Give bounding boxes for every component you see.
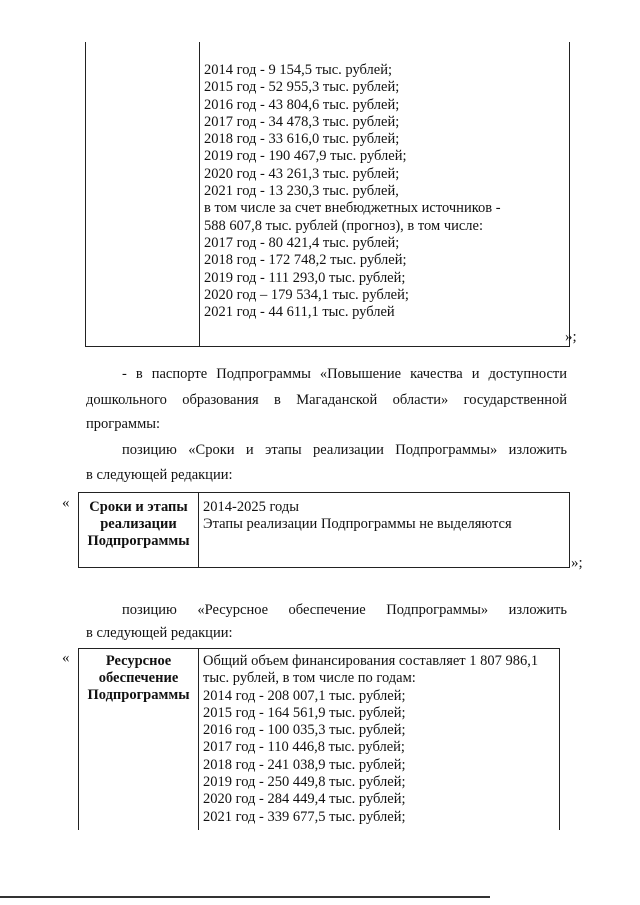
resources-line: Общий объем финансирования составляет 1 807 986,1	[203, 653, 539, 669]
financing-line: 2017 год - 80 421,4 тыс. рублей;	[204, 234, 400, 251]
terms-lines	[203, 499, 512, 534]
table-left-cell	[86, 42, 200, 346]
paragraph-line: - в паспорте Подпрограммы «Повышение качества и доступности	[122, 366, 567, 382]
head-line: Ресурсное	[105, 653, 172, 669]
resources-line: 2019 год - 250 449,8 тыс. рублей;	[203, 774, 406, 791]
financing-line: 2019 год - 190 467,9 тыс. рублей;	[204, 148, 407, 165]
financing-line: 2016 год - 43 804,6 тыс. рублей;	[204, 96, 400, 113]
financing-line: 2019 год - 111 293,0 тыс. рублей;	[204, 269, 406, 286]
bottom-rule	[0, 896, 490, 898]
resources-line: тыс. рублей, в том числе по годам:	[203, 670, 416, 687]
financing-line: 2020 год – 179 534,1 тыс. рублей;	[204, 286, 409, 303]
resources-head-cell	[79, 649, 199, 830]
financing-line: 588 607,8 тыс. рублей (прогноз), в том числе:	[204, 217, 484, 234]
resources-lines	[203, 653, 538, 826]
resources-line: 2016 год - 100 035,3 тыс. рублей;	[203, 722, 406, 739]
financing-line: 2014 год - 9 154,5 тыс. рублей;	[204, 62, 392, 78]
financing-line: в том числе за счет внебюджетных источников -	[204, 200, 501, 217]
financing-table-continuation	[85, 42, 570, 347]
terms-table	[78, 492, 570, 568]
table3-open-quote: «	[62, 650, 70, 666]
head-line: Подпрограммы	[87, 533, 190, 549]
resources-line: 2015 год - 164 561,9 тыс. рублей;	[203, 704, 406, 721]
terms-line: 2014-2025 годы	[203, 499, 299, 515]
financing-line: 2020 год - 43 261,3 тыс. рублей;	[204, 165, 400, 182]
table1-closing-quote: »;	[565, 329, 577, 345]
paragraph-line: программы:	[86, 416, 161, 432]
table2-open-quote: «	[62, 495, 70, 511]
financing-line: 2018 год - 33 616,0 тыс. рублей;	[204, 131, 400, 148]
resources-table	[78, 648, 560, 830]
resources-line: 2017 год - 110 446,8 тыс. рублей;	[203, 739, 405, 756]
head-line: реализации	[100, 516, 177, 532]
paragraph-line: позицию «Ресурсное обеспечение Подпрограммы» изложить	[122, 602, 567, 618]
resources-line: 2021 год - 339 677,5 тыс. рублей;	[203, 808, 406, 825]
financing-line: 2017 год - 34 478,3 тыс. рублей;	[204, 113, 400, 130]
paragraph-line: позицию «Сроки и этапы реализации Подпрограммы» изложить	[122, 442, 567, 458]
resources-head-text	[79, 653, 198, 704]
table2-closing-quote: »;	[571, 555, 583, 571]
resources-line: 2014 год - 208 007,1 тыс. рублей;	[203, 687, 406, 704]
financing-line: 2015 год - 52 955,3 тыс. рублей;	[204, 79, 400, 96]
financing-line: 2021 год - 44 611,1 тыс. рублей	[204, 304, 395, 321]
terms-head-text	[79, 499, 198, 550]
terms-line: Этапы реализации Подпрограммы не выделяются	[203, 516, 512, 533]
resources-line: 2018 год - 241 038,9 тыс. рублей;	[203, 756, 406, 773]
paragraph-line: в следующей редакции:	[86, 625, 233, 641]
financing-line: 2018 год - 172 748,2 тыс. рублей;	[204, 252, 407, 269]
paragraph-line: дошкольного образования в Магаданской области» государственной	[86, 392, 567, 408]
head-line: обеспечение	[98, 670, 179, 686]
financing-line: 2021 год - 13 230,3 тыс. рублей,	[204, 183, 399, 200]
head-line: Подпрограммы	[87, 687, 190, 703]
resources-line: 2020 год - 284 449,4 тыс. рублей;	[203, 791, 406, 808]
terms-head-cell	[79, 493, 199, 567]
head-line: Сроки и этапы	[89, 499, 188, 515]
paragraph-line: в следующей редакции:	[86, 467, 233, 483]
financing-lines	[204, 62, 501, 321]
